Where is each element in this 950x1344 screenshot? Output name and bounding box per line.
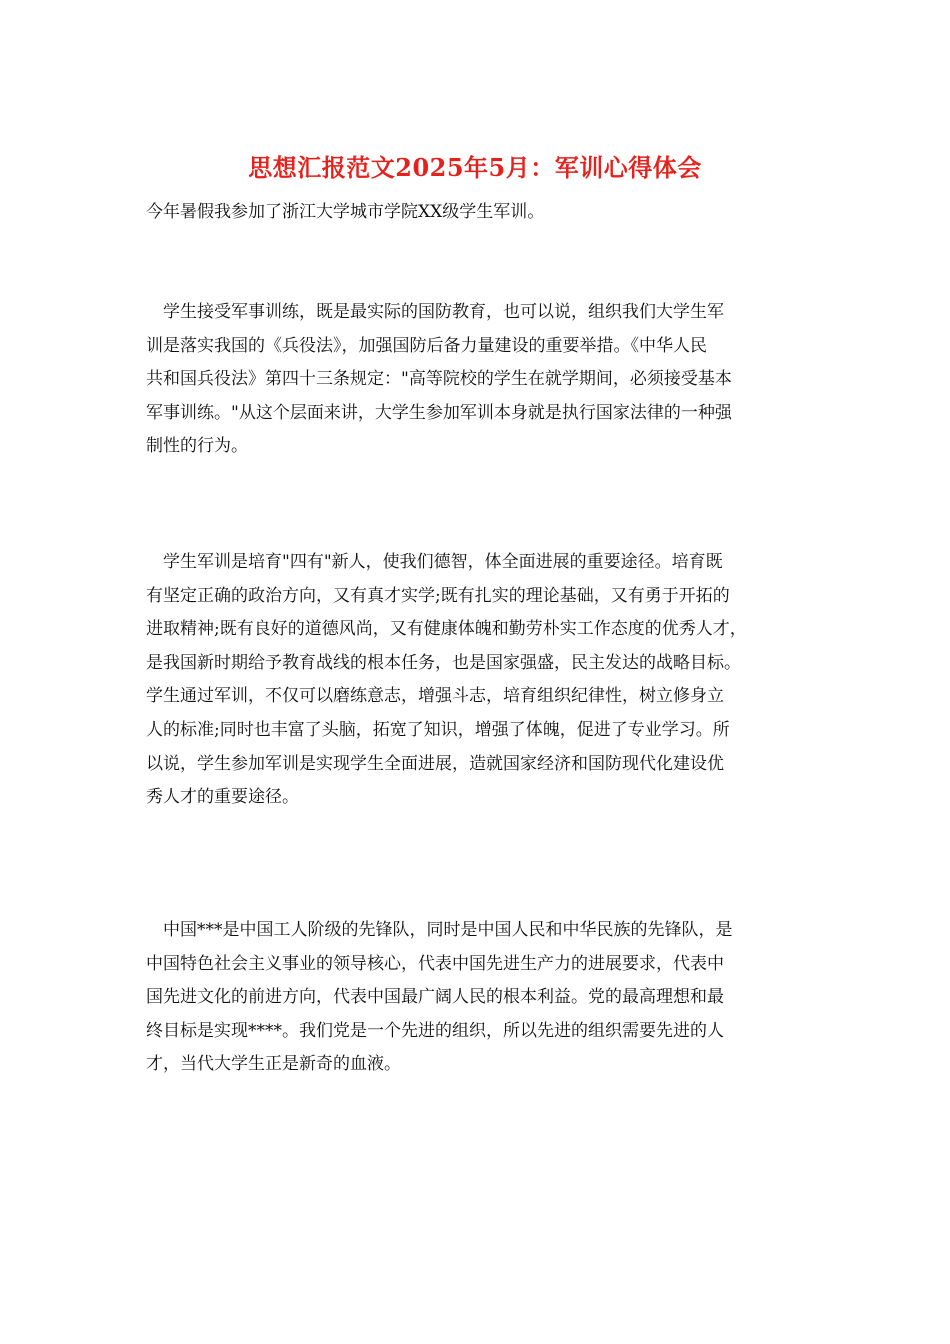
paragraph-line: 国先进文化的前进方向，代表中国最广阔人民的根本利益。党的最高理想和最: [146, 987, 724, 1008]
paragraph-line: 中国特色社会主义事业的领导核心，代表中国先进生产力的进展要求，代表中: [146, 953, 724, 974]
paragraph-line: 训是落实我国的《兵役法》，加强国防后备力量建设的重要举措。《中华人民: [146, 335, 707, 356]
document-title: 思想汇报范文2025年5月：军训心得体会: [248, 153, 702, 182]
paragraph-line: 中国***是中国工人阶级的先锋队，同时是中国人民和中华民族的先锋队，是: [163, 920, 733, 940]
paragraph-line: 学生通过军训，不仅可以磨练意志，增强斗志，培育组织纪律性，树立修身立: [146, 686, 724, 707]
body-paragraph-1: [146, 296, 816, 464]
paragraph-line: 制性的行为。: [146, 436, 248, 457]
paragraph-line: 学生接受军事训练，既是最实际的国防教育，也可以说，组织我们大学生军: [163, 302, 724, 322]
paragraph-line: 军事训练。"从这个层面来讲，大学生参加军训本身就是执行国家法律的一种强: [146, 402, 732, 423]
paragraph-line: 才，当代大学生正是新奇的血液。: [146, 1054, 401, 1075]
paragraph-line: 学生军训是培育"四有"新人，使我们德智，体全面进展的重要途径。培育既: [163, 552, 723, 572]
paragraph-line: 人的标准;同时也丰富了头脑，拓宽了知识，增强了体魄，促进了专业学习。所: [146, 719, 730, 740]
paragraph-line: 有坚定正确的政治方向，又有真才实学;既有扎实的理论基础，又有勇于开拓的: [146, 585, 730, 606]
paragraph-line: 进取精神;既有良好的道德风尚，又有健康体魄和勤劳朴实工作态度的优秀人才，: [146, 619, 747, 640]
paragraph-line: 秀人才的重要途径。: [146, 787, 299, 808]
paragraph-line: 终目标是实现****。我们党是一个先进的组织，所以先进的组织需要先进的人: [146, 1020, 724, 1041]
body-paragraph-3: [146, 914, 816, 1082]
intro-paragraph: 今年暑假我参加了浙江大学城市学院XX级学生军训。: [146, 202, 545, 222]
body-paragraph-2: [146, 546, 816, 815]
paragraph-line: 是我国新时期给予教育战线的根本任务，也是国家强盛，民主发达的战略目标。: [146, 652, 741, 673]
paragraph-line: 以说，学生参加军训是实现学生全面进展，造就国家经济和国防现代化建设优: [146, 753, 724, 774]
paragraph-line: 共和国兵役法》第四十三条规定："高等院校的学生在就学期间，必须接受基本: [146, 369, 732, 390]
